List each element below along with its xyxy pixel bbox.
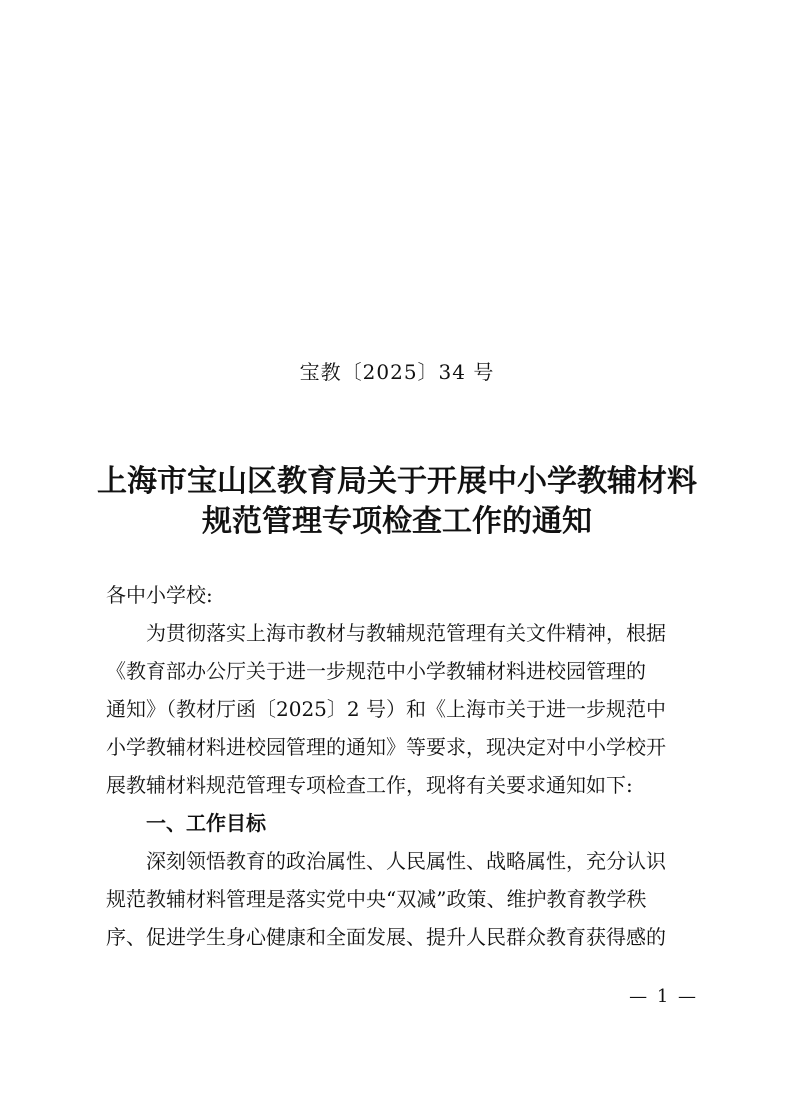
paragraph-line: 序、促进学生身心健康和全面发展、提升人民群众教育获得感的 <box>106 925 666 949</box>
document-number: 宝教〔2025〕34 号 <box>299 360 495 384</box>
document-title <box>40 462 754 542</box>
paragraph-line: 展教辅材料规范管理专项检查工作，现将有关要求通知如下: <box>106 773 633 797</box>
paragraph-line: 《教育部办公厅关于进一步规范中小学教辅材料进校园管理的 <box>106 659 646 683</box>
section-heading: 一、工作目标 <box>146 811 266 835</box>
salutation: 各中小学校: <box>106 583 213 607</box>
paragraph-line: 小学教辅材料进校园管理的通知》等要求，现决定对中小学校开 <box>106 735 666 759</box>
paragraph-line: 通知》（教材厅函〔2025〕2 号）和《上海市关于进一步规范中 <box>106 697 666 721</box>
document-body <box>106 576 706 956</box>
title-line: 上海市宝山区教育局关于开展中小学教辅材料 <box>97 464 697 499</box>
paragraph-line: 为贯彻落实上海市教材与教辅规范管理有关文件精神，根据 <box>146 621 666 645</box>
paragraph-line: 深刻领悟教育的政治属性、人民属性、战略属性，充分认识 <box>146 849 666 873</box>
paragraph-line: 规范教辅材料管理是落实党中央“双减”政策、维护教育教学秩 <box>106 887 647 911</box>
page-number: — 1 — <box>629 986 698 1007</box>
title-line: 规范管理专项检查工作的通知 <box>202 504 592 539</box>
